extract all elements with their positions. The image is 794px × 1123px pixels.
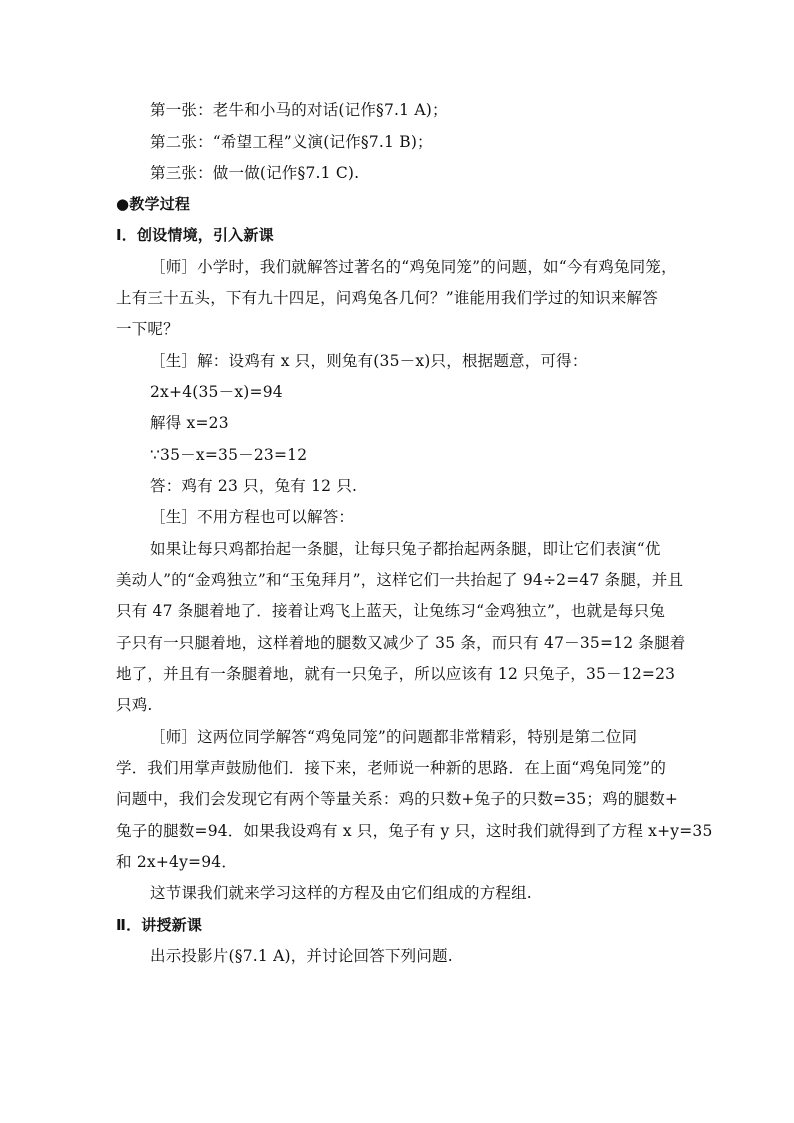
- teacher-summary-line-3: 问题中，我们会发现它有两个等量关系：鸡的只数+兔子的只数=35；鸡的腿数+: [116, 790, 679, 808]
- equation-line: 2x+4(35－x)=94: [150, 383, 283, 401]
- solution-line: 解得 x=23: [150, 414, 229, 432]
- alt-explanation-line-5: 地了，并且有一条腿着地，就有一只兔子，所以应该有 12 只兔子，35－12=23: [116, 665, 676, 683]
- alt-explanation-line-3: 只有 47 条腿着地了．接着让鸡飞上蓝天，让兔练习“金鸡独立”，也就是每只兔: [116, 602, 666, 620]
- alt-explanation-line-1: 如果让每只鸡都抬起一条腿，让每只兔子都抬起两条腿，即让它们表演“优: [150, 540, 661, 558]
- alt-explanation-line-6: 只鸡.: [116, 696, 153, 714]
- section-heading-teaching-process: ●教学过程: [116, 195, 191, 213]
- student-alt-answer-line: ［生］不用方程也可以解答：: [150, 508, 355, 526]
- projection-slide-1: 第一张：老牛和小马的对话(记作§7.1 A)；: [150, 101, 448, 119]
- projection-slide-2: 第二张：“希望工程”义演(记作§7.1 B)；: [150, 133, 433, 151]
- teacher-summary-line-2: 学．我们用掌声鼓励他们．接下来，老师说一种新的思路．在上面“鸡兔同笼”的: [116, 759, 667, 777]
- teacher-question-line-2: 上有三十五头，下有九十四足，问鸡兔各几何？”谁能用我们学过的知识来解答: [116, 289, 658, 307]
- lesson-intro-line: 这节课我们就来学习这样的方程及由它们组成的方程组.: [150, 884, 532, 902]
- answer-line: 答：鸡有 23 只，兔有 12 只.: [150, 477, 358, 495]
- teacher-question-line-3: 一下呢？: [116, 320, 179, 338]
- teacher-summary-line-1: ［师］这两位同学解答“鸡兔同笼”的问题都非常精彩，特别是第二位同: [150, 728, 638, 746]
- alt-explanation-line-4: 子只有一只腿着地，这样着地的腿数又减少了 35 条，而只有 47－35=12 条腿着: [116, 634, 686, 652]
- projection-instruction-line: 出示投影片(§7.1 A)，并讨论回答下列问题.: [150, 947, 453, 965]
- projection-slide-3: 第三张：做一做(记作§7.1 C).: [150, 164, 360, 182]
- student-answer-line-1: ［生］解：设鸡有 x 只，则兔有(35－x)只，根据题意，可得：: [150, 352, 588, 370]
- section-heading-1: Ⅰ．创设情境，引入新课: [116, 226, 274, 244]
- teacher-summary-line-5: 和 2x+4y=94．: [116, 853, 238, 871]
- because-line: ∵35－x=35－23=12: [150, 446, 308, 464]
- teacher-question-line-1: ［师］小学时，我们就解答过著名的“鸡兔同笼”的问题，如“今有鸡兔同笼，: [150, 258, 677, 276]
- teacher-summary-line-4: 兔子的腿数=94．如果我设鸡有 x 只，兔子有 y 只，这时我们就得到了方程 x+y=35: [116, 822, 713, 840]
- section-heading-2: Ⅱ．讲授新课: [116, 916, 203, 934]
- alt-explanation-line-2: 美动人”的“金鸡独立”和“玉兔拜月”，这样它们一共抬起了 94÷2=47 条腿，并且: [116, 571, 684, 589]
